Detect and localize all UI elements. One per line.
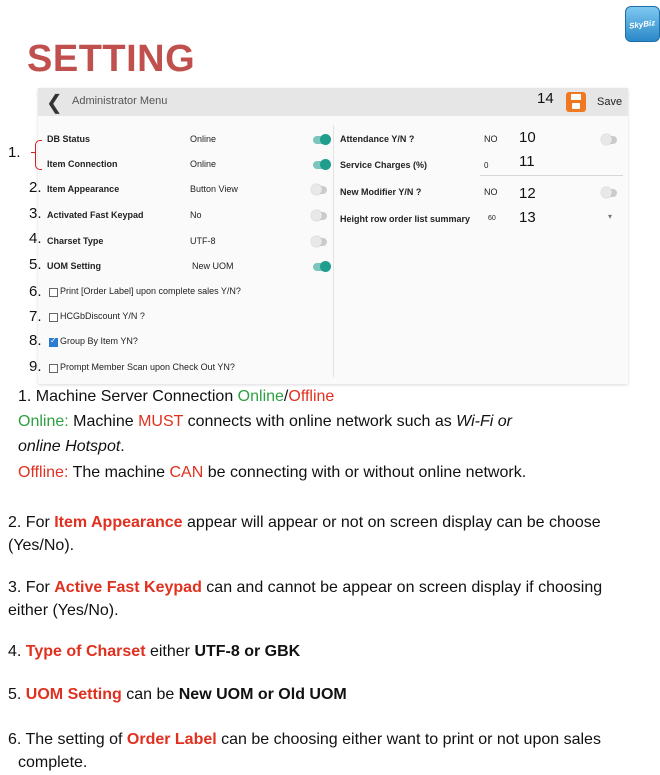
charset-type-label: Charset Type [47,236,104,246]
note-4-mid: either [145,643,195,660]
note-3-key: Active Fast Keypad [54,579,202,596]
new-modifier-value: NO [484,187,498,197]
uom-setting-label: UOM Setting [47,261,101,271]
service-charges-label: Service Charges (%) [340,160,428,170]
note-3-rest: can and cannot be appear on screen display if choosing [201,579,603,596]
uom-setting-toggle[interactable] [313,263,327,271]
save-button[interactable]: Save [597,96,623,108]
note-6-key: Order Label [126,731,217,748]
attendance-value: NO [484,134,498,144]
note-3-prefix: 3. For [8,579,55,596]
note-online [18,410,618,434]
offline-text-1: The machine [68,464,170,481]
annotation-13: 13 [519,209,536,226]
charset-type-value: UTF-8 [190,236,216,246]
new-modifier-toggle[interactable] [603,189,617,197]
note-5 [8,683,347,707]
note-online-cont [18,435,125,459]
note-1-prefix: 1. Machine Server Connection [18,388,238,405]
online-wifi: Wi-Fi or [456,413,512,430]
note-5-key: UOM Setting [25,686,122,703]
offline-can: CAN [169,464,204,481]
note-4-val: UTF-8 or GBK [194,643,301,660]
note-1-online: Online [237,388,284,405]
annotation-2: 2. [29,179,42,196]
note-1-offline: Offline [288,388,335,405]
menu-title: Administrator Menu [72,95,168,107]
db-status-label: DB Status [47,134,91,144]
note-2-key: Item Appearance [54,514,183,531]
annotation-6: 6. [29,283,42,300]
member-scan-checkbox[interactable] [49,364,58,373]
note-4 [8,640,300,664]
row-height-value[interactable]: 60 [488,215,496,222]
note-5-val: New UOM or Old UOM [178,686,347,703]
annotation-10: 10 [519,129,536,146]
group-by-item-checkbox[interactable] [49,338,58,347]
note-6 [8,728,601,752]
group-by-item-text: Group By Item YN? [60,336,138,346]
item-connection-value: Online [190,159,217,169]
annotation-1: 1. [8,144,21,161]
dropdown-arrow-icon[interactable]: ▾ [608,212,613,221]
hcgb-discount-text: HCGbDiscount Y/N ? [60,311,145,321]
logo-text: SkyBiz [628,17,657,31]
offline-text-2: be connecting with or without online network. [203,464,527,481]
page-title: SETTING [27,38,196,80]
note-5-prefix: 5. [8,686,26,703]
offline-label: Offline: [18,464,69,481]
annotation-8: 8. [29,332,42,349]
annotation-9: 9. [29,358,42,375]
db-status-toggle[interactable] [313,136,327,144]
fast-keypad-label: Activated Fast Keypad [47,210,144,220]
new-modifier-label: New Modifier Y/N ? [340,187,422,197]
item-connection-label: Item Connection [47,159,118,169]
back-arrow-icon[interactable]: ❮ [46,92,63,114]
member-scan-text: Prompt Member Scan upon Check Out YN? [60,362,235,372]
attendance-label: Attendance Y/N ? [340,134,415,144]
note-6-rest: can be choosing either want to print or not upon sales [216,731,601,748]
annotation-brace-tick [31,152,35,153]
uom-setting-value: New UOM [192,261,234,271]
order-label-checkbox[interactable] [49,288,58,297]
annotation-11: 11 [519,153,535,170]
annotation-brace [35,140,42,170]
annotation-12: 12 [519,185,536,202]
fast-keypad-toggle[interactable] [313,212,327,220]
online-end: . [120,438,125,455]
attendance-toggle[interactable] [603,136,617,144]
charset-type-toggle[interactable] [313,238,327,246]
annotation-4: 4. [29,230,42,247]
note-2-rest: appear will appear or not on screen display can be choose [182,514,601,531]
item-connection-toggle[interactable] [313,161,327,169]
online-hotspot: online Hotspot [18,438,121,455]
item-appearance-toggle[interactable] [313,186,327,194]
note-1-slash: / [283,388,289,405]
online-text-2: connects with online network such as [183,413,457,430]
item-appearance-label: Item Appearance [47,184,120,194]
save-icon[interactable] [566,92,586,112]
note-4-prefix: 4. [8,643,26,660]
row-height-label: Height row order list summary [340,214,471,224]
order-label-text: Print [Order Label] upon complete sales Y/N? [60,286,241,296]
online-text-1: Machine [68,413,139,430]
note-offline [18,461,526,485]
note-2 [8,511,601,535]
service-charges-underline [480,175,623,176]
note-3 [8,576,602,600]
note-6-line2: complete. [18,754,88,771]
note-4-key: Type of Charset [25,643,146,660]
annotation-14: 14 [537,90,554,107]
online-must: MUST [138,413,184,430]
hcgb-discount-checkbox[interactable] [49,313,58,322]
note-5-mid: can be [121,686,179,703]
annotation-3: 3. [29,205,42,222]
skybiz-logo [625,6,660,42]
fast-keypad-value: No [190,210,202,220]
note-2-prefix: 2. For [8,514,55,531]
db-status-value: Online [190,134,217,144]
annotation-5: 5. [29,256,42,273]
note-2-line2: (Yes/No). [8,537,75,554]
annotation-7: 7. [29,308,42,325]
online-label: Online: [18,413,69,430]
note-6-prefix: 6. The setting of [8,731,127,748]
item-appearance-value: Button View [190,184,238,194]
column-divider [333,125,334,377]
service-charges-input[interactable]: 0 [484,161,489,170]
note-3-line2: either (Yes/No). [8,602,119,619]
note-1 [18,385,334,409]
